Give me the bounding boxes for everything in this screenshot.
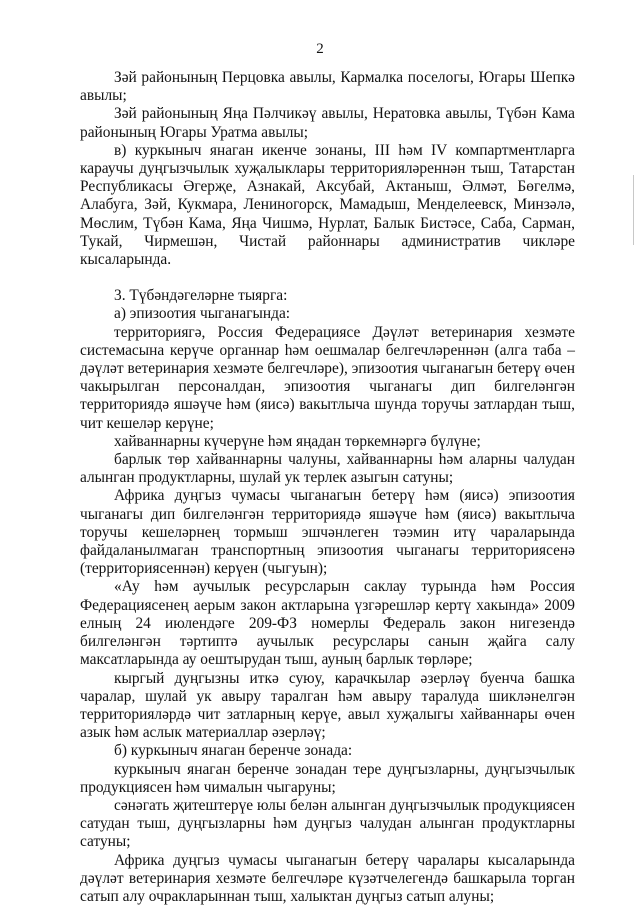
paragraph-entry-ban: территориягә, Россия Федерациясе Дәүләт ветеринария хезмәте системасына керүче органнар һәм оешмалар белгечләреннән (алга таба – дәүләт ветеринария хезмәте белгечләре), эпизоотия чыганагын бетерү өчен чакырылган персоналдан, эпизоотия чыганагы дип билгеләнгән территориядә яшәүче һәм (яисә) вакытлыча шунда торучы затлардан тыш, чит кешеләр керүне; (80, 323, 575, 432)
paragraph-epizootic-focus-heading: а) эпизоотия чыганагында: (114, 305, 291, 323)
paragraph-section-3-heading: 3. Түбәндәгеләрне тыярга: (114, 287, 288, 305)
paragraph-pig-products-sale-ban: сәнәгать җитештерүе юлы белән алынган дуңгызчылык продукциясен сатудан тыш, дуңгызларны һәм дуңгыз чалудан алынган продуктларны сатуны; (80, 796, 575, 851)
paragraph-second-threatened-zone: в) куркыныч янаган икенче зонаны, III һәм IV компартментларга караучы дуңгызчылык хуҗалыклары территорияләреннән тыш, Татарстан Республикасы Әгерҗе, Азнакай, Аксубай, Актаныш, Әлмәт, Бөгелмә, Алабуга, Зәй, Кукмара, Лениногорск, Мамадыш, Менделеевск, Минзәлә, Мөслим, Түбән Кама, Яңа Чишмә, Нурлат, Балык Бистәсе, Саба, Сарман, Тукай, Чирмешән, Чистай районнары административ чикләре кысаларында. (80, 141, 575, 269)
paragraph-wild-boar-ban: кыргый дуңгызны иткә суюу, карачкылар әзерләү буенча башка чаралар, шулай ук авыру таралган һәм авыру таралуда шикләнелгән территорияләрдә чит затларның керүе, авыл хуҗалыгы хайваннары өчен азык һәм аслык материаллар әзерләү; (80, 669, 575, 742)
paragraph-pig-purchase-ban: Африка дуңгыз чумасы чыганагын бетерү чаралары кысаларында дәүләт ветеринария хезмәте белгечләре күзәтчелегендә башкарыла торган сатып алу очракларыннан тыш, халыктан дуңгыз сатып алуны; (80, 851, 575, 905)
paragraph-first-threatened-zone-heading: б) куркыныч янаган беренче зонада: (114, 742, 353, 760)
paragraph-zai-nizhnekamsk-villages: Зәй районының Яңа Пәлчикәү авылы, Нератовка авылы, Түбән Кама районының Югары Уратма авылы; (80, 105, 575, 141)
paragraph-hunting-ban: «Ау һәм аучылык ресурсларын саклау турында һәм Россия Федерациясенең аерым закон актларына үзгәрешләр кертү хакында» 2009 елның 24 июлендәге 209-ФЗ номерлы Федераль закон нигезендә билгеләнгән тәртиптә аучылык ресурслары санын җайга салу максатларында ау оештырудан тыш, ауның барлык төрләре; (80, 578, 575, 669)
paragraph-transport-ban: Африка дуңгыз чумасы чыганагын бетерү һәм (яисә) эпизоотия чыганагы дип билгеләнгән территориядә яшәүче һәм (яисә) вакытлыча торучы кешеләрнең тормыш эшчәнлеген тәэмин итү чараларында файдаланылмаган транспортның эпизоотия чыганагы территориясенә (территориясеннән) керүен (чыгуын); (80, 487, 575, 578)
paragraph-zai-district-villages: Зәй районының Перцовка авылы, Кармалка поселогы, Югары Шепкә авылы; (80, 69, 575, 105)
paragraph-animal-movement-ban: хайваннарны күчерүне һәм яңадан төркемнәргә бүлүне; (114, 432, 481, 450)
paragraph-live-pig-export-ban: куркыныч янаган беренче зонадан тере дуңгызларны, дуңгызчылык продукциясен һәм чималын чыгаруны; (80, 760, 575, 796)
paragraph-slaughter-sale-ban: барлык төр хайваннарны чалуны, хайваннарны һәм аларны чалудан алынган продуктларны, шулай ук терлек азыгын сатуны; (80, 451, 575, 487)
document-body (80, 69, 575, 906)
page-number: 2 (316, 41, 324, 57)
scan-edge-mark (633, 175, 634, 245)
